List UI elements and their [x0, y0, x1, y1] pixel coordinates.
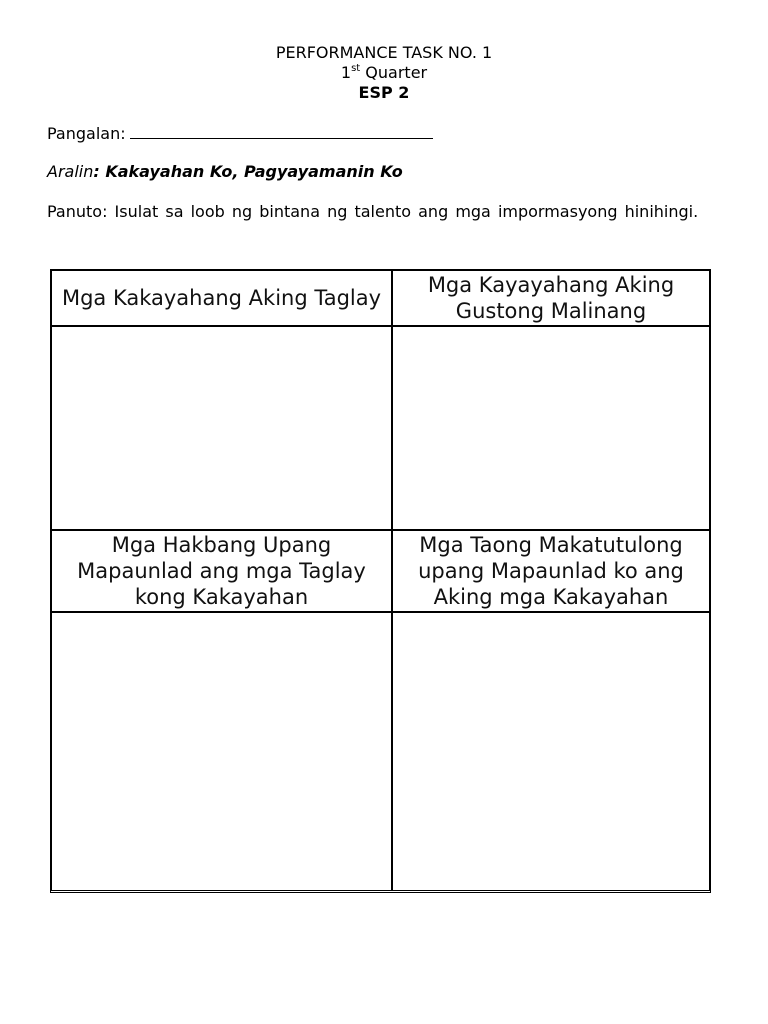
document-header [0, 43, 768, 103]
header-steps-to-improve: Mga Hakbang Upang Mapaunlad ang mga Taglay kong Kakayahan [51, 530, 392, 612]
answer-box-abilities-to-develop[interactable] [392, 326, 710, 530]
name-label: Pangalan: [47, 124, 126, 143]
lesson-row [47, 161, 403, 182]
answer-box-people-who-can-help[interactable] [392, 612, 710, 891]
quarter-number: 1 [340, 63, 352, 82]
answer-box-steps-to-improve[interactable] [51, 612, 392, 891]
talent-window-table [50, 269, 711, 893]
subject-title: ESP 2 [358, 83, 410, 102]
lesson-title: : Kakayahan Ko, Pagyayamanin Ko [93, 162, 403, 181]
task-title: PERFORMANCE TASK NO. 1 [275, 43, 493, 62]
header-people-who-can-help: Mga Taong Makatutulong upang Mapaunlad ko ang Aking mga Kakayahan [392, 530, 710, 612]
answer-box-current-abilities[interactable] [51, 326, 392, 530]
quarter-suffix: st [351, 62, 361, 74]
instructions: Panuto: Isulat sa loob ng bintana ng talento ang mga impormasyong hinihingi. [47, 202, 699, 221]
name-blank-line[interactable] [130, 124, 433, 139]
name-row [47, 123, 433, 144]
header-current-abilities: Mga Kakayahang Aking Taglay [51, 270, 392, 326]
quarter-line [0, 63, 768, 83]
lesson-label: Aralin [47, 162, 94, 181]
header-abilities-to-develop: Mga Kayayahang Aking Gustong Malinang [392, 270, 710, 326]
quarter-label: Quarter [365, 63, 428, 82]
